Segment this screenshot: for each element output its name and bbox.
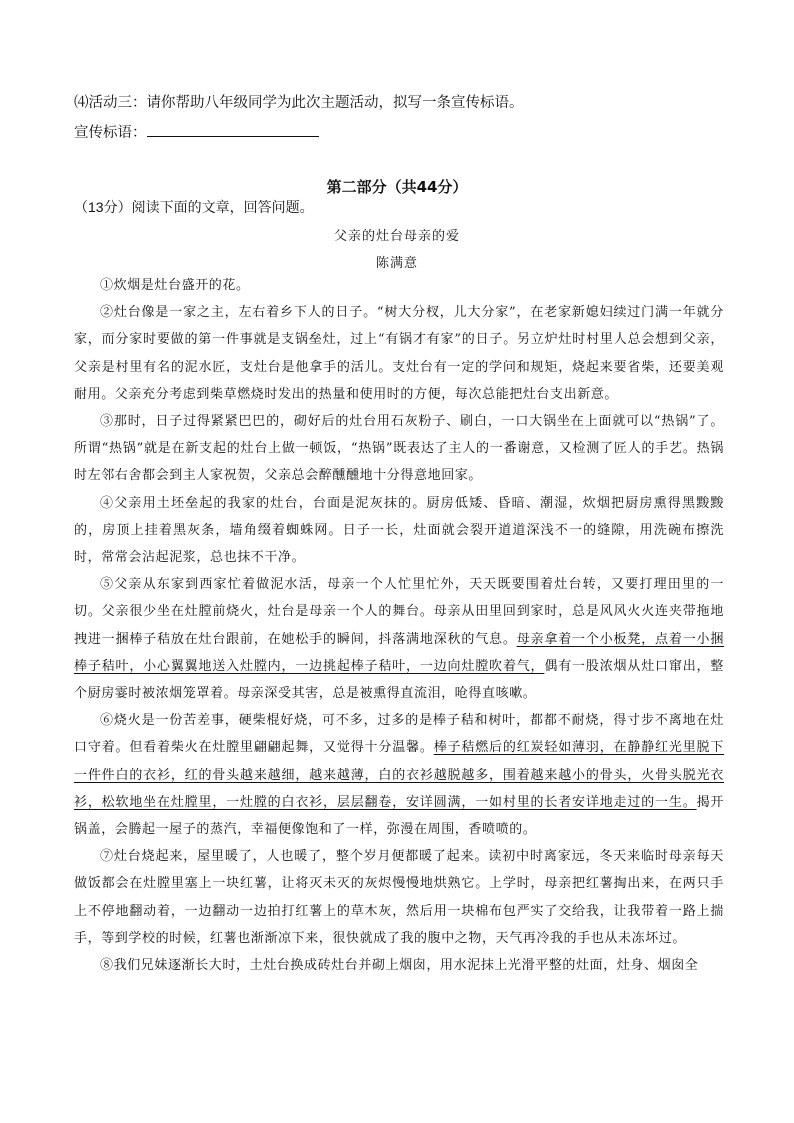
paragraph-3: ③那时，日子过得紧紧巴巴的，砌好后的灶台用石灰粉子、刷白，一口大锅坐在上面就可以“热锅”了。所谓“热锅”就是在新支起的灶台上做一顿饭，“热锅”既表达了主人的一番谢意，又检测了匠人的手艺。热锅时左邻右舍都会到主人家祝贺，父亲总会醉醺醺地十分得意地回家。 xyxy=(74,414,724,484)
article-title: 父亲的灶台母亲的爱 xyxy=(333,229,460,244)
underlined-sentence-1: 母亲拿着一个小板凳，点着一小捆棒子秸叶，小心翼翼地送入灶膛内，一边挑起棒子秸叶，一边向灶膛吹着气， xyxy=(74,631,724,674)
slogan-label: 宣传标语： xyxy=(74,125,147,141)
paragraph-6 xyxy=(74,707,724,843)
paragraph-6-part-c: 揭开锅盖，会腾起一屋子的蒸汽，幸福便像饱和了一样，弥漫在周围，香喷喷的。 xyxy=(74,794,724,838)
paragraph-7: ⑦灶台烧起来，屋里暖了，人也暖了，整个岁月便都暖了起来。读初中时离家远，冬天来临时母亲每天做饭都会在灶膛里塞上一块红薯，让将灭未灭的灰烬慢慢地烘熟它。上学时，母亲把红薯掏出来，在两只手上不停地翻动着，一边翻动一边拍打红薯上的草木灰，然后用一块棉布包严实了交给我，让我带着一路上揣手，等到学校的时候，红薯也渐渐凉下来，很快就成了我的腹中之物，天气再冷我的手也从未冻坏过。 xyxy=(74,849,724,946)
part-two-title: 第二部分（共44分） xyxy=(326,178,468,196)
paragraph-1: ①炊烟是灶台盛开的花。 xyxy=(100,278,250,293)
question-4: ⑷活动三：请你帮助八年级同学为此次主题活动，拟写一条宣传标语。 xyxy=(74,95,524,111)
article-body xyxy=(74,272,724,979)
paragraph-5 xyxy=(74,571,724,707)
paragraph-2: ②灶台像是一家之主，左右着乡下人的日子。“树大分杈，儿大分家”，在老家新媳妇续过门满一年就分家，而分家时要做的第一件事就是支锅垒灶，过上“有锅才有家”的日子。另立炉灶时村里人总会想到父亲，父亲是村里有名的泥水匠，支灶台是他拿手的活儿。支灶台有一定的学问和规矩，烧起来要省柴，还要美观耐用。父亲充分考虑到柴草燃烧时发出的热量和使用时的方便，每次总能把灶台支出新意。 xyxy=(74,305,724,402)
paragraph-5-part-a: ⑤父亲从东家到西家忙着做泥水活，母亲一个人忙里忙外，天天既要围着灶台转，又要打理田里的一切。父亲很少坐在灶膛前烧火，灶台是母亲一个人的舞台。母亲从田里回到家时，总是风风火火连夹带拖地拽进一捆棒子秸放在灶台跟前，在她松手的瞬间，抖落满地深秋的气息。 xyxy=(74,577,724,647)
paragraph-4: ④父亲用土坯垒起的我家的灶台，台面是泥灰抹的。厨房低矮、昏暗、潮湿，炊烟把厨房熏得黑黢黢的，房顶上挂着黑灰条，墙角缀着蜘蛛网。日子一长，灶面就会裂开道道深浅不一的缝隙，用洗碗布擦洗时，常常会沾起泥浆，总也抹不干净。 xyxy=(74,495,724,566)
reading-intro: （13分）阅读下面的文章，回答问题。 xyxy=(74,199,314,215)
paragraph-6-part-a: ⑥烧火是一份苦差事，硬柴棍好烧，可不多，过多的是棒子秸和树叶，都都不耐烧，得寸步不离地在灶口守着。但看着柴火在灶膛里翩翩起舞，又觉得十分温馨。 xyxy=(74,713,724,756)
underlined-sentence-2: 棒子秸燃后的红炭轻如薄羽，在静静红光里脱下一件件白的衣衫，红的骨头越来越细，越来越薄，白的衣衫越脱越多，围着越来越小的骨头，火骨头脱光衣衫，松软地坐在灶膛里，一灶膛的白衣衫，层层翻卷，安详圆满，一如村里的长者安详地走过的一生。 xyxy=(74,740,724,810)
article-author: 陈满意 xyxy=(375,256,418,271)
slogan-blank[interactable] xyxy=(147,121,319,137)
slogan-line xyxy=(74,121,319,143)
paragraph-8: ⑧我们兄妹逐渐长大时，土灶台换成砖灶台并砌上烟囱，用水泥抹上光滑平整的灶面，灶身、烟囱全 xyxy=(100,958,699,974)
paragraph-5-part-c: 偶有一股浓烟从灶口窜出，整个厨房霎时被浓烟笼罩着。母亲深受其害，总是被熏得直流泪，呛得直咳嗽。 xyxy=(74,658,724,702)
